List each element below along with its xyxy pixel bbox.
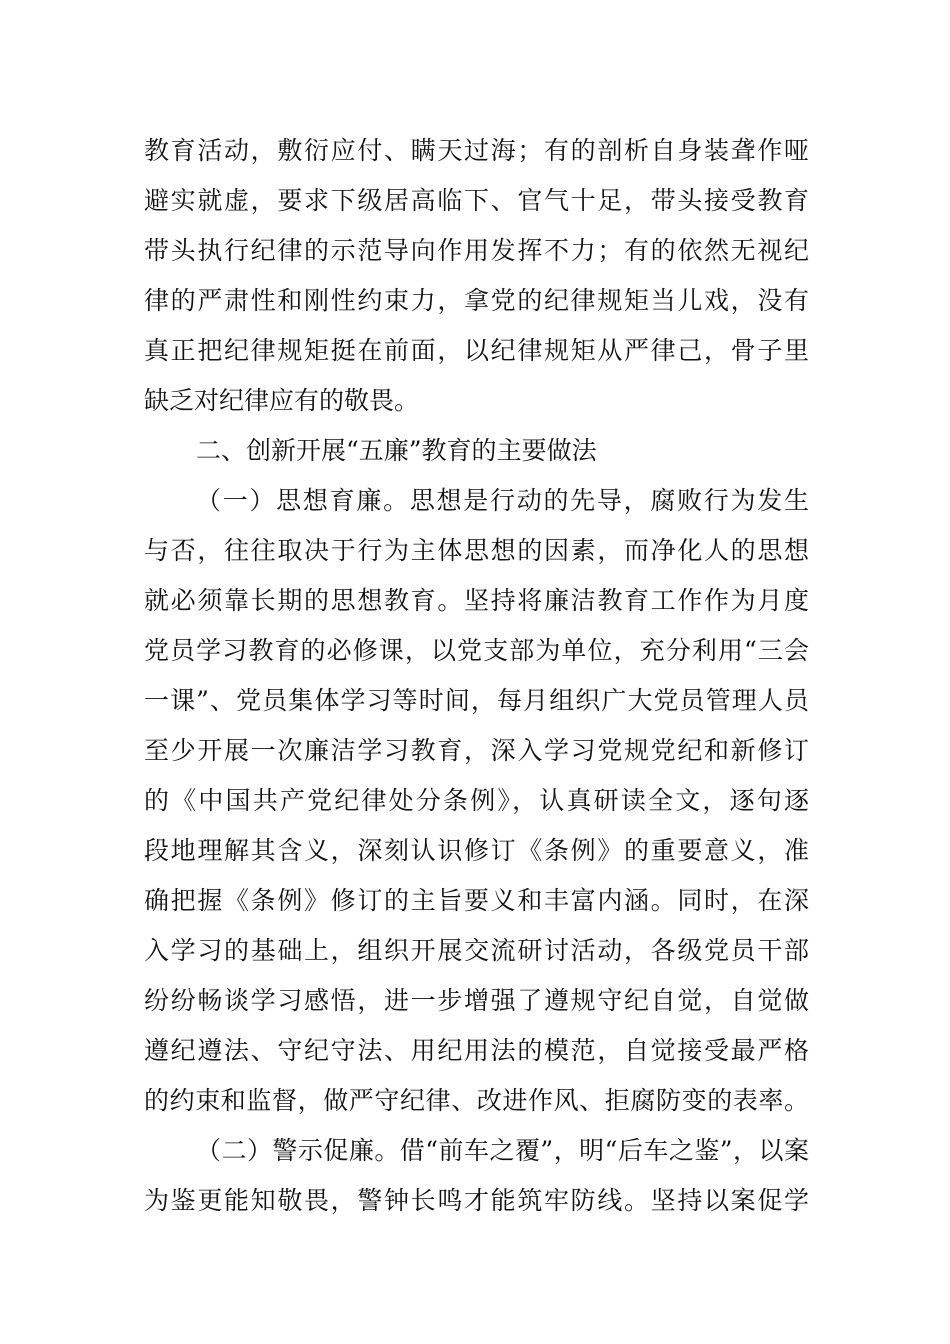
text-line: 教育活动，敷衍应付、瞒天过海；有的剖析自身装聋作哑 (144, 136, 809, 165)
text-line: 遵纪遵法、守纪守法、用纪用法的模范，自觉接受最严格 (144, 1036, 809, 1065)
text-line: 入学习的基础上，组织开展交流研讨活动，各级党员干部 (144, 936, 809, 965)
text-line: 段地理解其含义，深刻认识修订《条例》的重要意义，准 (144, 836, 809, 865)
text-line: 真正把纪律规矩挺在前面，以纪律规矩从严律己，骨子里 (144, 336, 809, 365)
text-line: 一课”、党员集体学习等时间，每月组织广大党员管理人员 (144, 686, 809, 715)
document-body (144, 126, 809, 1226)
text-line: 确把握《条例》修订的主旨要义和丰富内涵。同时，在深 (144, 886, 809, 915)
text-line: 为鉴更能知敬畏，警钟长鸣才能筑牢防线。坚持以案促学 (144, 1186, 809, 1215)
text-line: 带头执行纪律的示范导向作用发挥不力；有的依然无视纪 (144, 236, 809, 265)
text-line: 至少开展一次廉洁学习教育，深入学习党规党纪和新修订 (144, 736, 809, 765)
text-line: 的约束和监督，做严守纪律、改进作风、拒腐防变的表率。 (144, 1086, 809, 1115)
section-heading: 二、创新开展“五廉”教育的主要做法 (196, 436, 597, 465)
text-line: 就必须靠长期的思想教育。坚持将廉洁教育工作作为月度 (144, 586, 809, 615)
text-line: 的《中国共产党纪律处分条例》，认真研读全文，逐句逐 (144, 786, 809, 815)
paragraph-first-line: （二）警示促廉。借“前车之覆”，明“后车之鉴”，以案 (196, 1136, 810, 1165)
text-line: 与否，往往取决于行为主体思想的因素，而净化人的思想 (144, 536, 809, 565)
text-line: 纷纷畅谈学习感悟，进一步增强了遵规守纪自觉，自觉做 (144, 986, 809, 1015)
text-line: 缺乏对纪律应有的敬畏。 (144, 386, 420, 415)
text-line: 避实就虚，要求下级居高临下、官气十足，带头接受教育 (144, 186, 809, 215)
text-line: 党员学习教育的必修课，以党支部为单位，充分利用“三会 (144, 636, 809, 665)
paragraph-first-line: （一）思想育廉。思想是行动的先导，腐败行为发生 (196, 486, 809, 515)
text-line: 律的严肃性和刚性约束力，拿党的纪律规矩当儿戏，没有 (144, 286, 809, 315)
